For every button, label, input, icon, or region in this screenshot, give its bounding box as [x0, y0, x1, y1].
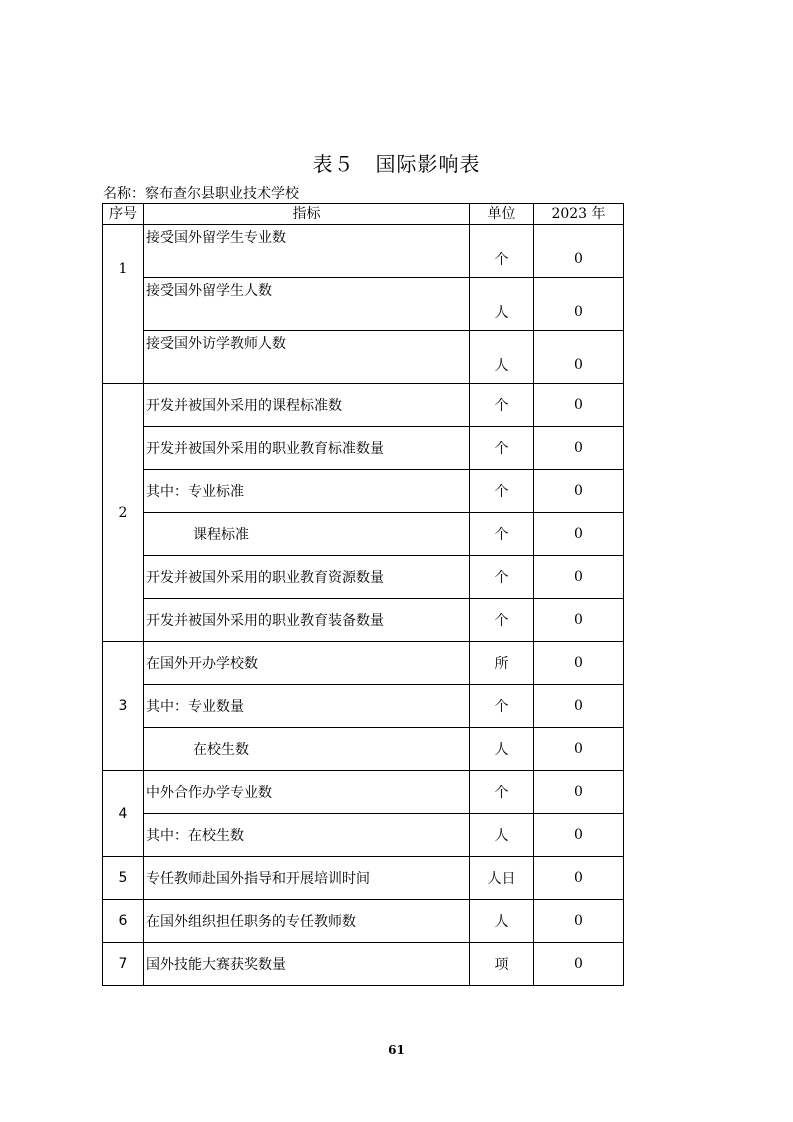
value-cell: 0 [534, 900, 624, 943]
value-cell: 0 [534, 331, 624, 384]
indicator-cell: 在国外开办学校数 [144, 642, 470, 685]
unit-cell: 所 [470, 642, 534, 685]
seq-cell: 4 [103, 771, 144, 857]
table-row [103, 225, 624, 278]
indicator-cell: 接受国外访学教师人数 [144, 331, 470, 384]
value-cell: 0 [534, 814, 624, 857]
table-row [103, 857, 624, 900]
value-cell: 0 [534, 599, 624, 642]
page-number: 61 [388, 1043, 405, 1057]
indicator-cell: 开发并被国外采用的课程标准数 [144, 384, 470, 427]
indicator-cell: 开发并被国外采用的职业教育标准数量 [144, 427, 470, 470]
table-row [103, 384, 624, 427]
unit-cell: 人 [470, 331, 534, 384]
organization-name: 名称：察布查尔县职业技术学校 [103, 186, 299, 202]
value-cell: 0 [534, 642, 624, 685]
value-cell: 0 [534, 470, 624, 513]
header-row [103, 204, 624, 225]
table-row [103, 814, 624, 857]
indicator-cell: 开发并被国外采用的职业教育装备数量 [144, 599, 470, 642]
table-title: 表５ 国际影响表 [312, 152, 481, 176]
unit-cell: 人 [470, 728, 534, 771]
unit-cell: 个 [470, 599, 534, 642]
unit-cell: 人日 [470, 857, 534, 900]
table-row [103, 331, 624, 384]
header-indicator: 指标 [144, 204, 470, 225]
value-cell: 0 [534, 513, 624, 556]
seq-cell: 7 [103, 943, 144, 986]
unit-cell: 个 [470, 771, 534, 814]
indicator-cell: 接受国外留学生人数 [144, 278, 470, 331]
unit-cell: 个 [470, 427, 534, 470]
value-cell: 0 [534, 771, 624, 814]
unit-cell: 个 [470, 556, 534, 599]
table-row [103, 599, 624, 642]
value-cell: 0 [534, 384, 624, 427]
value-cell: 0 [534, 685, 624, 728]
header-year: 2023 年 [534, 204, 624, 225]
table-row [103, 513, 624, 556]
table-row [103, 470, 624, 513]
indicator-cell: 国外技能大赛获奖数量 [144, 943, 470, 986]
value-cell: 0 [534, 278, 624, 331]
unit-cell: 个 [470, 225, 534, 278]
value-cell: 0 [534, 225, 624, 278]
table-row [103, 685, 624, 728]
seq-cell: 5 [103, 857, 144, 900]
unit-cell: 个 [470, 470, 534, 513]
table-row [103, 728, 624, 771]
table-row [103, 900, 624, 943]
indicator-cell: 开发并被国外采用的职业教育资源数量 [144, 556, 470, 599]
header-unit: 单位 [470, 204, 534, 225]
table-row [103, 427, 624, 470]
indicator-cell: 专任教师赴国外指导和开展培训时间 [144, 857, 470, 900]
unit-cell: 个 [470, 513, 534, 556]
indicator-cell: 其中：在校生数 [144, 814, 470, 857]
indicator-cell: 课程标准 [144, 513, 470, 556]
unit-cell: 人 [470, 900, 534, 943]
table-row [103, 771, 624, 814]
table-row [103, 278, 624, 331]
seq-cell: 2 [103, 384, 144, 642]
seq-cell: 3 [103, 642, 144, 771]
value-cell: 0 [534, 943, 624, 986]
indicator-cell: 在国外组织担任职务的专任教师数 [144, 900, 470, 943]
value-cell: 0 [534, 427, 624, 470]
table-row [103, 556, 624, 599]
indicator-cell: 接受国外留学生专业数 [144, 225, 470, 278]
seq-cell: 6 [103, 900, 144, 943]
value-cell: 0 [534, 728, 624, 771]
value-cell: 0 [534, 556, 624, 599]
table-row [103, 943, 624, 986]
seq-cell: 1 [103, 225, 144, 384]
international-influence-table [102, 203, 624, 986]
indicator-cell: 在校生数 [144, 728, 470, 771]
value-cell: 0 [534, 857, 624, 900]
unit-cell: 人 [470, 814, 534, 857]
unit-cell: 个 [470, 384, 534, 427]
indicator-cell: 其中：专业数量 [144, 685, 470, 728]
indicator-cell: 其中：专业标准 [144, 470, 470, 513]
unit-cell: 人 [470, 278, 534, 331]
unit-cell: 个 [470, 685, 534, 728]
indicator-cell: 中外合作办学专业数 [144, 771, 470, 814]
header-seq: 序号 [103, 204, 144, 225]
unit-cell: 项 [470, 943, 534, 986]
table-row [103, 642, 624, 685]
